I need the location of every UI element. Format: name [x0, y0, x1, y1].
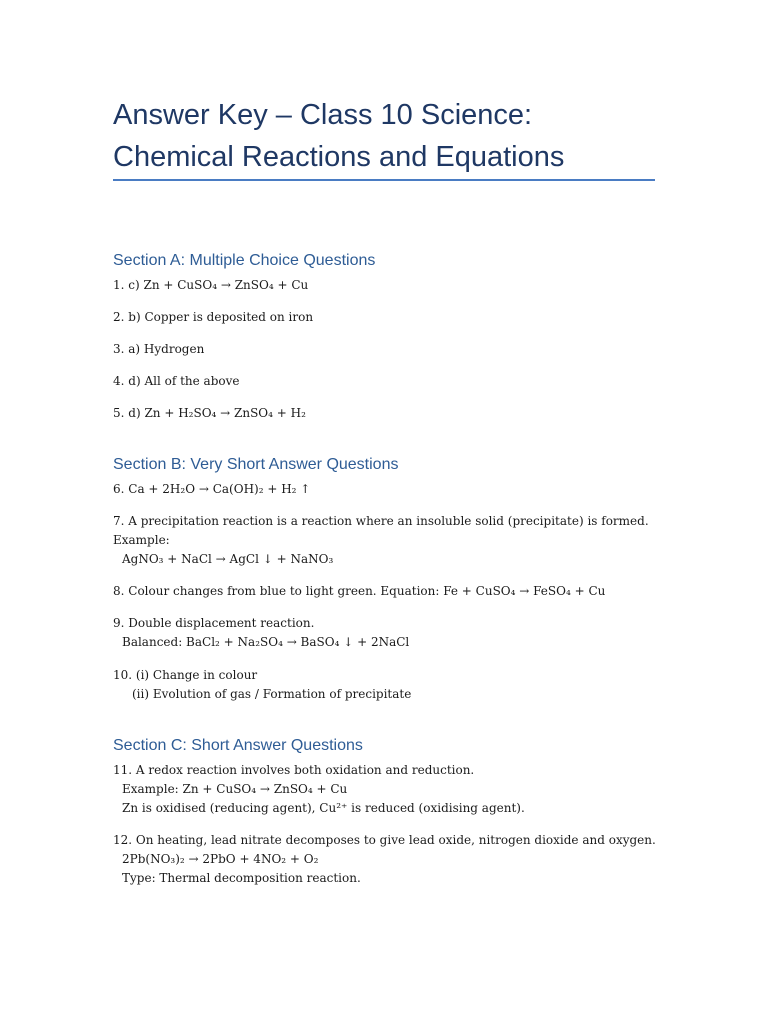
- answer-11-line-2: Example: Zn + CuSO₄ → ZnSO₄ + Cu: [122, 782, 348, 796]
- answer-10-line-1: 10. (i) Change in colour: [113, 668, 258, 682]
- answer-7-line-2: Example:: [113, 533, 170, 547]
- title-line-2: Chemical Reactions and Equations: [113, 141, 565, 173]
- answer-11-line-3: Zn is oxidised (reducing agent), Cu²⁺ is reduced (oxidising agent).: [122, 801, 525, 815]
- section-c-heading: Section C: Short Answer Questions: [113, 737, 363, 754]
- answer-8: 8. Colour changes from blue to light green. Equation: Fe + CuSO₄ → FeSO₄ + Cu: [113, 584, 606, 598]
- answer-7-line-3: AgNO₃ + NaCl → AgCl ↓ + NaNO₃: [122, 552, 334, 566]
- answer-1: 1. c) Zn + CuSO₄ → ZnSO₄ + Cu: [113, 278, 309, 292]
- answer-10-line-2: (ii) Evolution of gas / Formation of precipitate: [132, 687, 412, 701]
- answer-12-line-1: 12. On heating, lead nitrate decomposes to give lead oxide, nitrogen dioxide and oxygen.: [113, 833, 656, 847]
- answer-9-line-1: 9. Double displacement reaction.: [113, 616, 315, 630]
- page-title: [113, 94, 673, 178]
- section-b-heading: Section B: Very Short Answer Questions: [113, 456, 399, 473]
- answer-3: 3. a) Hydrogen: [113, 342, 205, 356]
- answer-5: 5. d) Zn + H₂SO₄ → ZnSO₄ + H₂: [113, 406, 306, 420]
- answer-7-line-1: 7. A precipitation reaction is a reaction where an insoluble solid (precipitate) is formed.: [113, 514, 649, 528]
- section-a-heading: Section A: Multiple Choice Questions: [113, 252, 376, 269]
- answer-2: 2. b) Copper is deposited on iron: [113, 310, 314, 324]
- answer-11-line-1: 11. A redox reaction involves both oxidation and reduction.: [113, 763, 475, 777]
- answer-12-line-2: 2Pb(NO₃)₂ → 2PbO + 4NO₂ + O₂: [122, 852, 319, 866]
- answer-4: 4. d) All of the above: [113, 374, 240, 388]
- answer-9-line-2: Balanced: BaCl₂ + Na₂SO₄ → BaSO₄ ↓ + 2NaCl: [122, 635, 410, 649]
- title-divider: [113, 179, 655, 181]
- answer-6: 6. Ca + 2H₂O → Ca(OH)₂ + H₂ ↑: [113, 482, 311, 496]
- title-line-1: Answer Key – Class 10 Science:: [113, 99, 533, 131]
- answer-12-line-3: Type: Thermal decomposition reaction.: [122, 871, 361, 885]
